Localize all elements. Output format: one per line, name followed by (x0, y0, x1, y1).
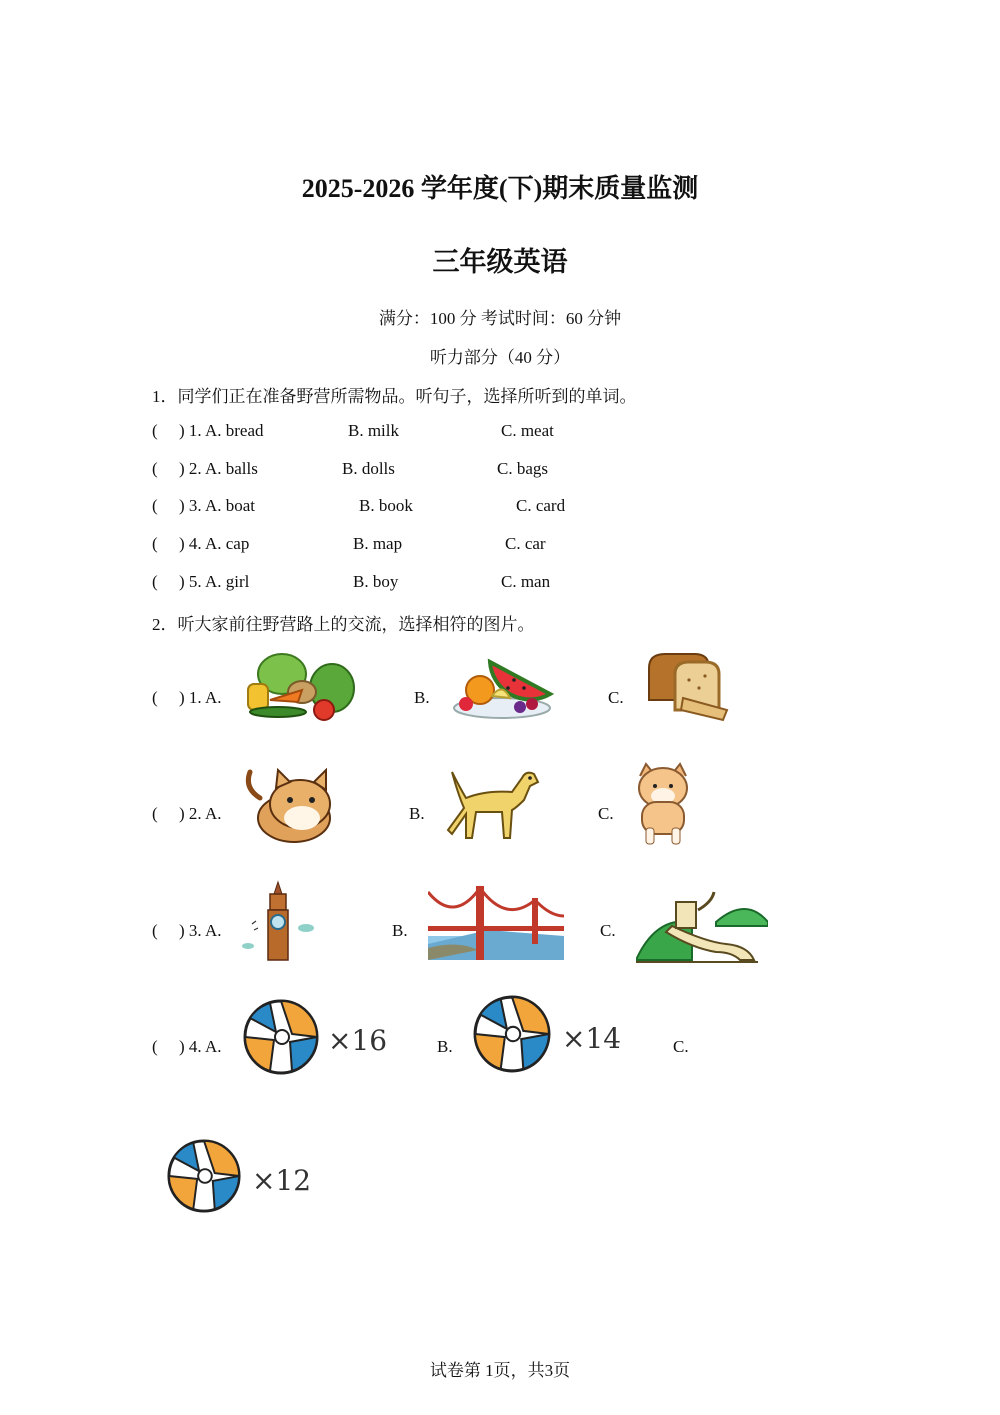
q1-heading: 1．同学们正在准备野营所需物品。听句子，选择所听到的单词。 (152, 387, 637, 406)
q2-item-4-option-c: C. (673, 1037, 689, 1056)
q2-item-3-option-a: ) 3. A. (179, 921, 222, 940)
exam-meta: 满分：100 分 考试时间：60 分钟 (378, 309, 622, 328)
count-label-c: ×12 (252, 1164, 312, 1197)
vegetables-picture[interactable] (242, 646, 360, 722)
q2-item-2-option-a: ) 2. A. (179, 804, 222, 823)
puppy-picture[interactable] (630, 762, 696, 846)
q1-item-2-option-b: B. dolls (342, 459, 395, 478)
q1-item-3-option-c: C. card (516, 496, 566, 515)
q2-item-1-option-b: B. (414, 688, 430, 707)
beach-ball-icon[interactable] (166, 1138, 242, 1214)
q2-item-4-option-b: B. (437, 1037, 453, 1056)
q1-item-1-option-b: B. milk (348, 421, 400, 440)
q1-item-5-option-a: ) 5. A. girl (179, 572, 250, 591)
q1-item-4-option-b: B. map (353, 534, 403, 553)
answer-paren[interactable]: ( (152, 421, 158, 440)
q1-item-3-option-a: ) 3. A. boat (179, 496, 256, 515)
answer-paren[interactable]: ( (152, 804, 158, 823)
q1-item-2-option-a: ) 2. A. balls (179, 459, 258, 478)
cat-picture[interactable] (242, 768, 336, 844)
big-ben-picture[interactable] (242, 880, 316, 962)
q1-item-5-option-c: C. man (501, 572, 551, 591)
answer-paren[interactable]: ( (152, 1037, 158, 1056)
beach-ball-icon[interactable] (242, 998, 320, 1076)
answer-paren[interactable]: ( (152, 688, 158, 707)
answer-paren[interactable]: ( (152, 921, 158, 940)
great-wall-picture[interactable] (636, 886, 768, 964)
q1-item-3-option-b: B. book (359, 496, 413, 515)
q1-item-1-option-c: C. meat (501, 421, 554, 440)
count-label-a: ×16 (328, 1024, 388, 1057)
page-footer: 试卷第 1页，共3页 (429, 1361, 571, 1380)
q2-item-3-option-b: B. (392, 921, 408, 940)
q2-item-3-option-c: C. (600, 921, 616, 940)
answer-paren[interactable]: ( (152, 534, 158, 553)
golden-gate-bridge-picture[interactable] (428, 880, 564, 960)
answer-paren[interactable]: ( (152, 459, 158, 478)
dog-picture[interactable] (446, 764, 542, 842)
bread-picture[interactable] (643, 648, 731, 722)
beach-ball-icon[interactable] (472, 994, 552, 1074)
q1-item-2-option-c: C. bags (497, 459, 548, 478)
fruit-plate-picture[interactable] (450, 652, 554, 722)
q1-item-5-option-b: B. boy (353, 572, 399, 591)
q2-item-4-option-a: ) 4. A. (179, 1037, 222, 1056)
exam-title: 2025-2026 学年度(下)期末质量监测 (301, 174, 699, 203)
answer-paren[interactable]: ( (152, 572, 158, 591)
q2-item-2-option-c: C. (598, 804, 614, 823)
q2-item-1-option-c: C. (608, 688, 624, 707)
count-label-b: ×14 (562, 1022, 622, 1055)
q1-item-1-option-a: ) 1. A. bread (179, 421, 264, 440)
q1-item-4-option-c: C. car (505, 534, 546, 553)
q1-item-4-option-a: ) 4. A. cap (179, 534, 250, 553)
q2-heading: 2．听大家前往野营路上的交流，选择相符的图片。 (152, 615, 535, 634)
exam-subtitle: 三年级英语 (432, 247, 568, 277)
answer-paren[interactable]: ( (152, 496, 158, 515)
q2-item-1-option-a: ) 1. A. (179, 688, 222, 707)
q2-item-2-option-b: B. (409, 804, 425, 823)
section-heading: 听力部分（40 分） (429, 348, 571, 367)
